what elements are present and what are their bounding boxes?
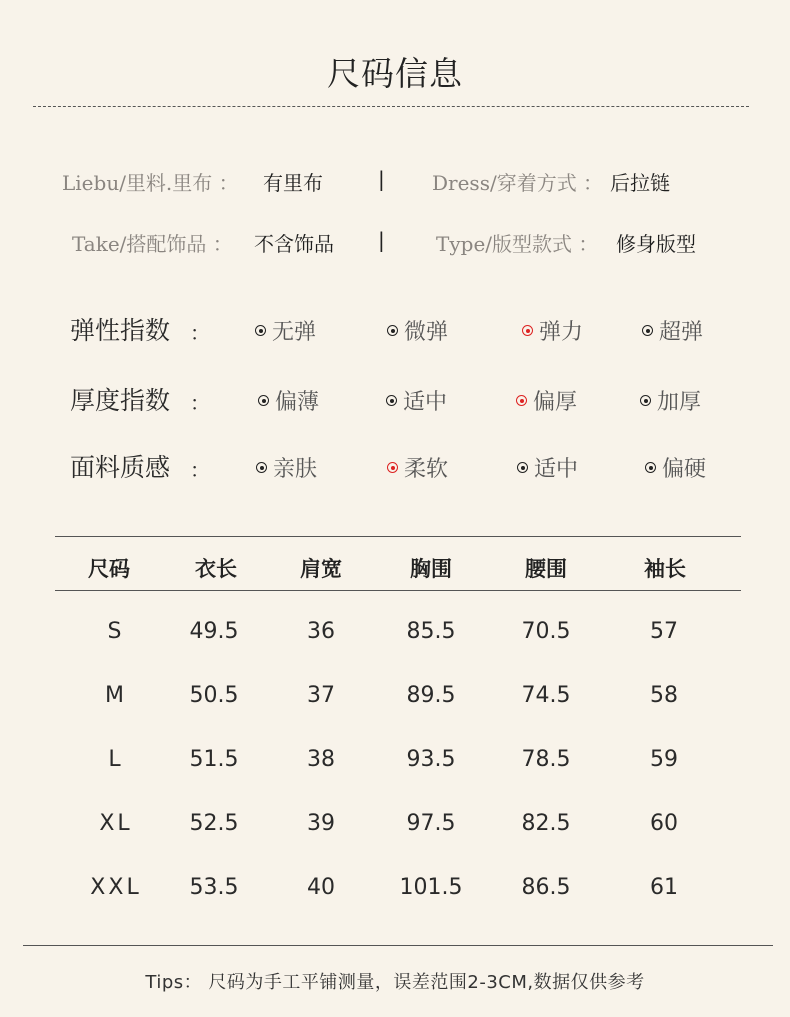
table-cell: 58 (650, 683, 678, 708)
table-cell: 85.5 (406, 619, 456, 644)
table-cell: 49.5 (189, 619, 239, 644)
table-header-waist: 腰围 (525, 556, 567, 581)
option-radio[interactable]: 适中 (517, 452, 578, 483)
attr-label: 厚度指数 (70, 386, 171, 415)
attr-label: 弹性指数 (70, 316, 171, 345)
lining-value: 有里布 (263, 171, 323, 195)
table-cell: 51.5 (189, 747, 239, 772)
table-cell: XL (99, 811, 133, 836)
table-cell: L (108, 747, 124, 772)
option-radio-selected[interactable]: 偏厚 (516, 385, 577, 416)
table-header-sleeve: 袖长 (644, 556, 686, 581)
table-cell: XXL (90, 875, 142, 900)
table-cell: 50.5 (189, 683, 239, 708)
table-cell: M (105, 683, 127, 708)
radio-dot-icon (387, 325, 398, 336)
attr-colon: ： (190, 458, 210, 482)
table-header-size: 尺码 (88, 556, 130, 581)
radio-dot-icon (645, 462, 656, 473)
option-radio[interactable]: 加厚 (640, 385, 701, 416)
table-cell: 39 (307, 811, 335, 836)
table-header-chest: 胸围 (410, 556, 452, 581)
attr-colon: ： (190, 321, 210, 345)
table-cell: S (107, 619, 125, 644)
type-label: Type/版型款式 ： (436, 232, 599, 256)
table-cell: 82.5 (521, 811, 571, 836)
option-radio[interactable]: 亲肤 (256, 452, 317, 483)
take-value: 不含饰品 (254, 232, 334, 256)
tips-text: Tips： 尺码为手工平铺测量，误差范围2-3CM,数据仅供参考 (145, 972, 645, 993)
table-cell: 74.5 (521, 683, 571, 708)
table-top-rule (55, 536, 741, 537)
radio-dot-icon (386, 395, 397, 406)
dashed-divider (33, 106, 749, 107)
page-title: 尺码信息 (327, 54, 463, 93)
type-value: 修身版型 (616, 232, 696, 256)
lining-label: Liebu/里料.里布 ： (62, 171, 239, 195)
option-radio[interactable]: 适中 (386, 385, 447, 416)
table-cell: 37 (307, 683, 335, 708)
option-radio[interactable]: 偏硬 (645, 452, 706, 483)
attr-colon: ： (190, 391, 210, 415)
table-cell: 57 (650, 619, 678, 644)
radio-dot-selected-icon (522, 325, 533, 336)
footer-rule (23, 945, 773, 946)
option-radio[interactable]: 微弹 (387, 315, 448, 346)
option-radio-selected[interactable]: 柔软 (387, 452, 448, 483)
table-cell: 78.5 (521, 747, 571, 772)
info-row-take (0, 228, 790, 258)
table-header-rule (55, 590, 741, 591)
table-cell: 59 (650, 747, 678, 772)
radio-dot-icon (642, 325, 653, 336)
attr-row-elasticity (0, 311, 790, 347)
radio-dot-selected-icon (387, 462, 398, 473)
dress-value: 后拉链 (610, 171, 670, 195)
table-cell: 61 (650, 875, 678, 900)
table-header-shoulder: 肩宽 (300, 556, 342, 581)
take-label: Take/搭配饰品 ： (72, 232, 233, 256)
radio-dot-icon (517, 462, 528, 473)
table-cell: 36 (307, 619, 335, 644)
table-cell: 97.5 (406, 811, 456, 836)
info-row-lining (0, 167, 790, 197)
table-cell: 101.5 (399, 875, 463, 900)
table-cell: 60 (650, 811, 678, 836)
table-cell: 53.5 (189, 875, 239, 900)
table-cell: 86.5 (521, 875, 571, 900)
table-cell: 52.5 (189, 811, 239, 836)
radio-dot-icon (255, 325, 266, 336)
radio-dot-icon (640, 395, 651, 406)
attr-label: 面料质感 (70, 453, 171, 482)
radio-dot-icon (256, 462, 267, 473)
option-radio[interactable]: 无弹 (255, 315, 316, 346)
option-radio-selected[interactable]: 弹力 (522, 315, 583, 346)
dress-label: Dress/穿着方式 ： (432, 171, 604, 195)
separator: | (378, 228, 385, 252)
separator: | (378, 167, 385, 191)
option-radio[interactable]: 超弹 (642, 315, 703, 346)
attr-row-texture (0, 448, 790, 484)
table-cell: 40 (307, 875, 335, 900)
option-radio[interactable]: 偏薄 (258, 385, 319, 416)
radio-dot-selected-icon (516, 395, 527, 406)
table-cell: 93.5 (406, 747, 456, 772)
table-cell: 89.5 (406, 683, 456, 708)
radio-dot-icon (258, 395, 269, 406)
table-cell: 70.5 (521, 619, 571, 644)
attr-row-thickness (0, 381, 790, 417)
table-cell: 38 (307, 747, 335, 772)
table-header-length: 衣长 (195, 556, 237, 581)
